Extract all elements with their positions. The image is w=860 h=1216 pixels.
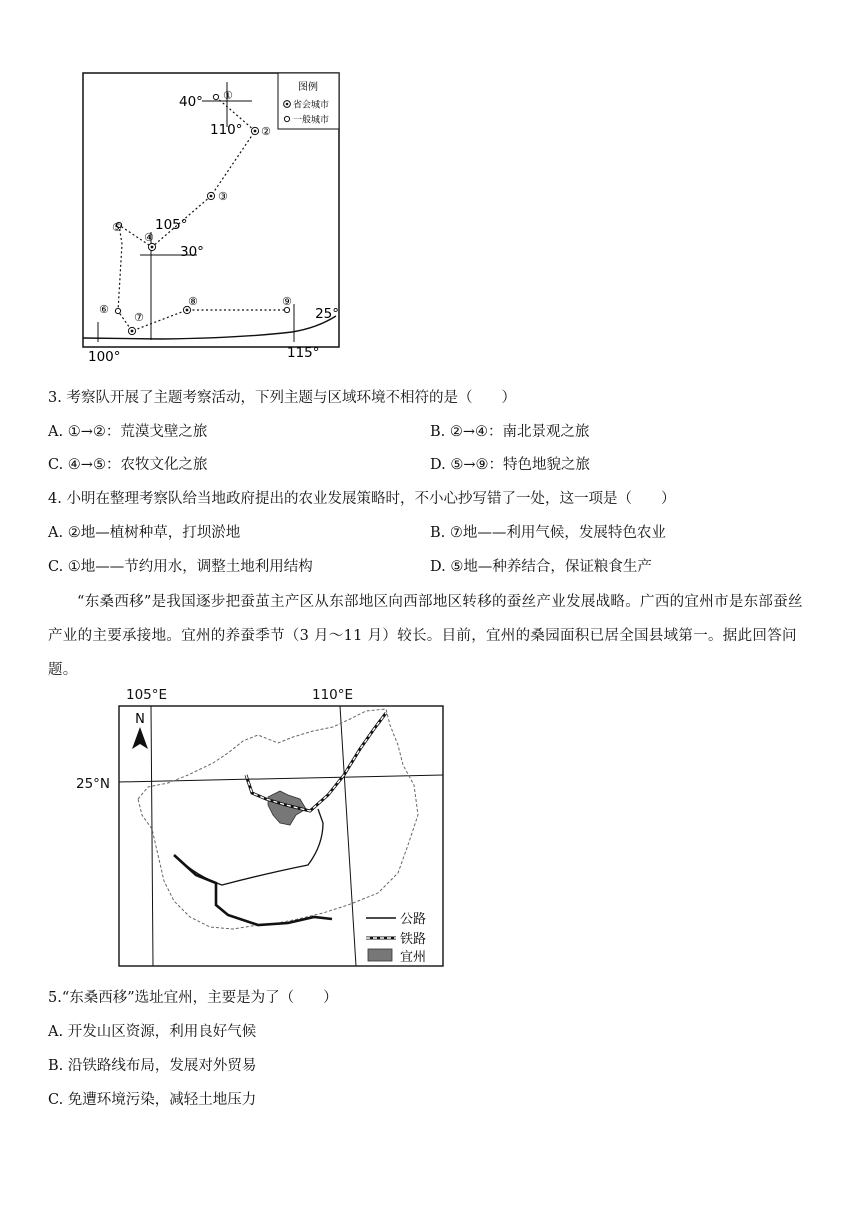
- legend-provincial: 省会城市: [293, 100, 330, 111]
- q4-option-a[interactable]: A. ②地—植树种草，打坝淤地: [48, 525, 241, 541]
- q4-option-b[interactable]: B. ⑦地——利用气候，发展特色农业: [430, 525, 666, 541]
- q3-option-c[interactable]: C. ④→⑤：农牧文化之旅: [48, 457, 208, 473]
- svg-text:115°: 115°: [287, 345, 320, 361]
- passage: “东桑西移”是我国逐步把蚕茧主产区从东部地区向西部地区转移的蚕丝产业发展战略。广西的宜州市是东部蚕丝产业的主要承接地。宜州的养蚕季节（3 月～11 月）较长。目前，宜州的桑园面积已居全国县域第一。据此回答问题。: [48, 594, 803, 678]
- map2-lon105: 105°E: [126, 687, 168, 703]
- point-2-label: ②: [261, 125, 271, 138]
- svg-text:110°: 110°: [210, 122, 243, 138]
- guangxi-map: [118, 705, 444, 967]
- svg-text:N: N: [135, 712, 145, 727]
- legend-title: 图例: [298, 82, 318, 93]
- point-6-label: ⑥: [99, 303, 109, 316]
- map2-lon110: 110°E: [312, 687, 354, 703]
- q4-option-c[interactable]: C. ①地——节约用水，调整土地利用结构: [48, 559, 313, 575]
- q3-option-a[interactable]: A. ①→②：荒漠戈壁之旅: [48, 424, 208, 440]
- svg-text:公路: 公路: [400, 912, 427, 927]
- point-9-label: ⑨: [282, 295, 292, 308]
- q5-stem: 5.“东桑西移”选址宜州，主要是为了（ ）: [48, 990, 338, 1006]
- map2-lat25: 25°N: [76, 776, 111, 792]
- point-1-label: ①: [223, 89, 233, 102]
- q3-stem: 3. 考察队开展了主题考察活动，下列主题与区域环境不相符的是（ ）: [48, 390, 516, 406]
- q4-option-d[interactable]: D. ⑤地—种养结合，保证粮食生产: [430, 559, 652, 575]
- point-3-label: ③: [218, 190, 228, 203]
- point-8-label: ⑧: [188, 295, 198, 308]
- svg-text:100°: 100°: [88, 349, 121, 365]
- route-map: [82, 72, 340, 365]
- q5-option-a[interactable]: A. 开发山区资源，利用良好气候: [48, 1024, 257, 1040]
- svg-text:40°: 40°: [179, 94, 203, 110]
- q5-option-c[interactable]: C. 免遭环境污染，减轻土地压力: [48, 1092, 257, 1108]
- point-7-label: ⑦: [134, 311, 144, 324]
- svg-text:铁路: 铁路: [400, 932, 427, 947]
- point-4-label: ④: [144, 231, 154, 244]
- svg-text:宜州: 宜州: [400, 950, 427, 965]
- q4-stem: 4. 小明在整理考察队给当地政府提出的农业发展策略时，不小心抄写错了一处，这一项是（ ）: [48, 491, 676, 507]
- legend-ordinary: 一般城市: [293, 115, 330, 126]
- q5-option-b[interactable]: B. 沿铁路线布局，发展对外贸易: [48, 1058, 257, 1074]
- svg-text:105°: 105°: [155, 217, 188, 233]
- svg-text:30°: 30°: [180, 244, 204, 260]
- svg-text:25°: 25°: [315, 306, 339, 322]
- q3-option-b[interactable]: B. ②→④：南北景观之旅: [430, 424, 590, 440]
- point-5-label: ⑤: [112, 221, 122, 234]
- q3-option-d[interactable]: D. ⑤→⑨：特色地貌之旅: [430, 457, 590, 473]
